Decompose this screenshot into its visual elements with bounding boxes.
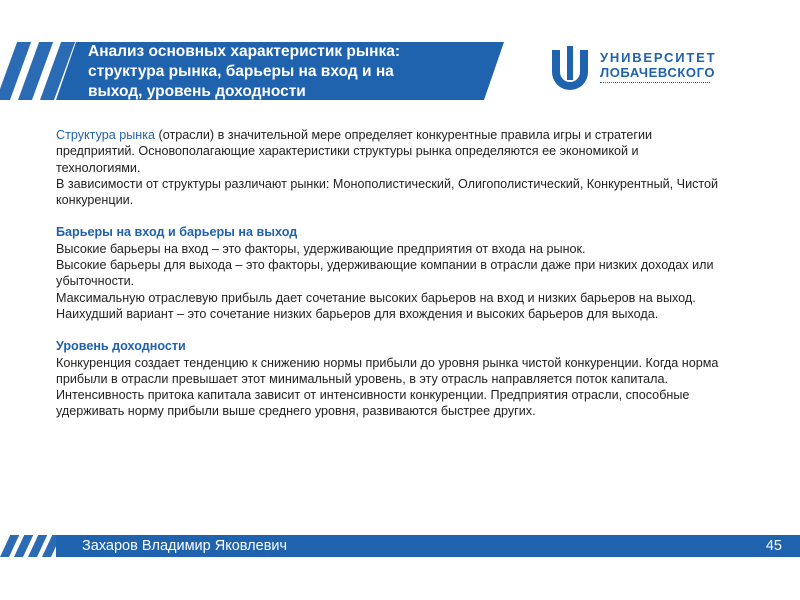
university-emblem-icon xyxy=(548,46,592,90)
section-heading: Структура рынка xyxy=(56,128,156,142)
section-heading: Уровень доходности xyxy=(56,339,186,354)
paragraph: Конкуренция создает тенденцию к снижению нормы прибыли до уровня рынка чистой конкуренции. Когда норма прибыли в отрасли превышает этот минимальный уровень, в эту отрасль направляется поток капитала. xyxy=(56,355,719,386)
footer-author: Захаров Владимир Яковлевич xyxy=(82,538,288,554)
paragraph: Интенсивность притока капитала зависит от интенсивности конкуренции. Предприятия отрасли, способные удерживать норму прибыли выше среднего уровня, развиваются быстрее других. xyxy=(56,388,690,419)
section-market-structure xyxy=(56,127,726,176)
logo-text-line2: ЛОБАЧЕВСКОГО xyxy=(600,65,716,80)
paragraph: (отрасли) в значительной мере определяет конкурентные правила игры и стратегии предприятий. Основополагающие характеристики структуры рынка определяются ее экономикой и технологиями. xyxy=(56,128,653,175)
logo-text-line1: УНИВЕРСИТЕТ xyxy=(600,50,717,65)
slide-title: Анализ основных характеристик рынка: структура рынка, барьеры на вход и на выход, уровень доходности xyxy=(88,43,401,100)
paragraph: Высокие барьеры для выхода – это факторы, удерживающие компании в отрасли даже при низких доходах или убыточности. xyxy=(56,258,714,289)
slide-content xyxy=(56,127,726,420)
university-logo xyxy=(548,44,728,94)
logo-subtitle-divider xyxy=(600,82,710,86)
paragraph: Максимальную отраслевую прибыль дает сочетание высоких барьеров на вход и низких барьеров на выход. Наихудший вариант – это сочетание низких барьеров для вхождения и высоких барьеров для выхода. xyxy=(56,290,696,321)
paragraph: В зависимости от структуры различают рынки: Монополистический, Олигополистический, Конкурентный, Чистой конкуренции. xyxy=(56,176,719,208)
section-heading: Барьеры на вход и барьеры на выход xyxy=(56,225,298,240)
page-number: 45 xyxy=(765,538,782,554)
paragraph: Высокие барьеры на вход – это факторы, удерживающие предприятия от входа на рынок. xyxy=(56,241,586,256)
